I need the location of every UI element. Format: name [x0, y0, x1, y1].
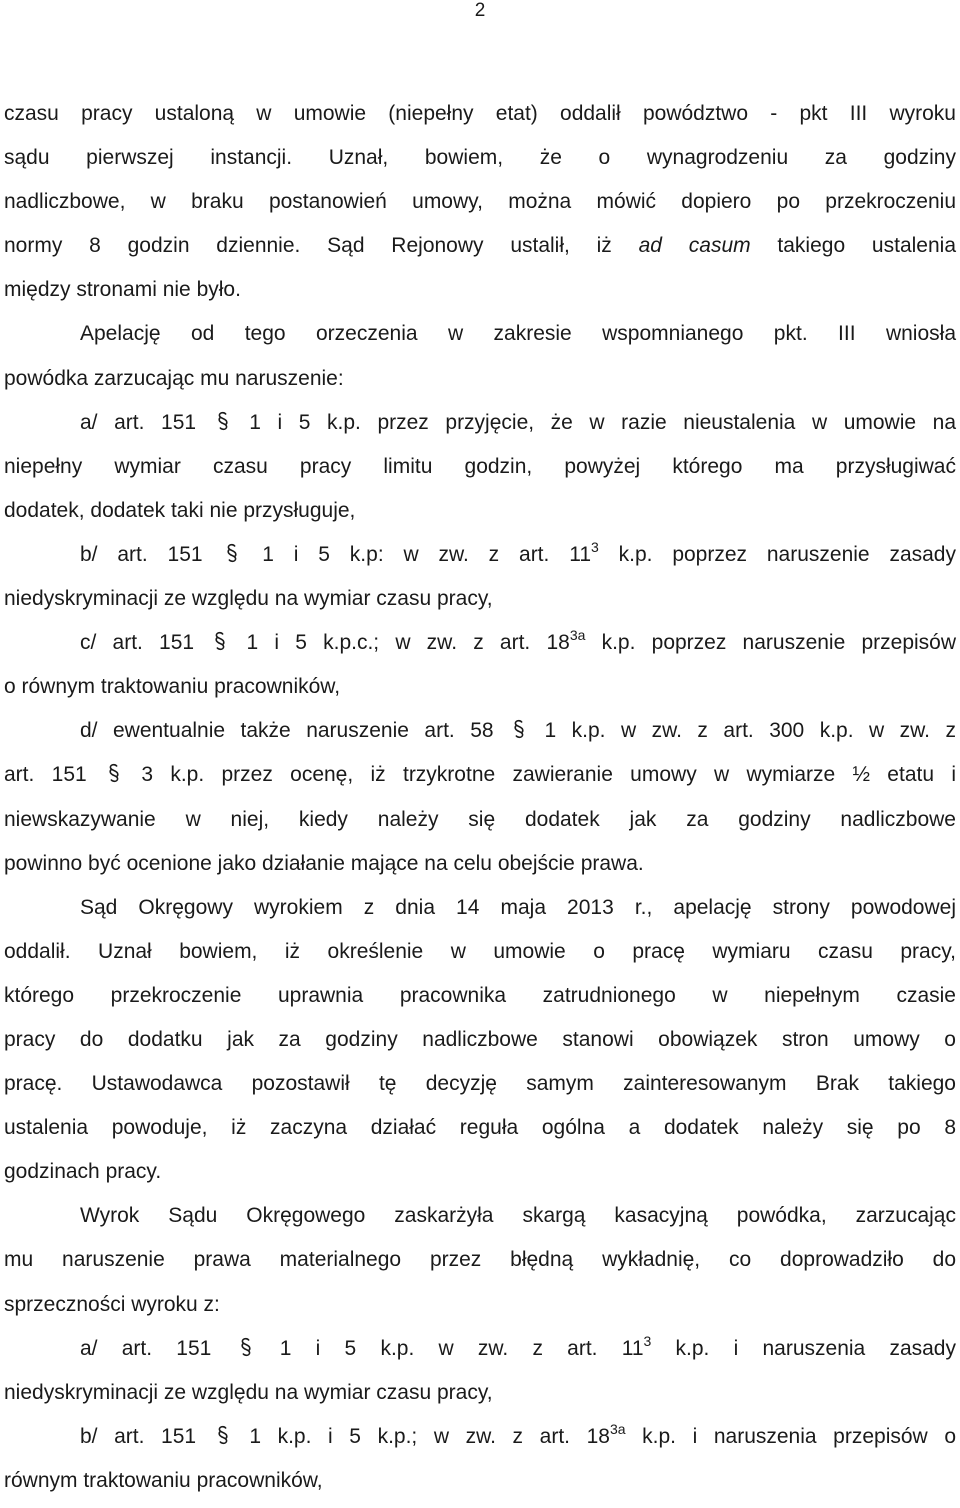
text-line: sądu pierwszej instancji. Uznał, bowiem, że o wynagrodzeniu za godziny — [4, 146, 956, 170]
text-line: o równym traktowaniu pracowników, — [4, 675, 341, 699]
text-line: sprzeczności wyroku z: — [4, 1292, 220, 1316]
text-line: równym traktowaniu pracowników, — [4, 1468, 323, 1492]
text-line: powódka zarzucając mu naruszenie: — [4, 366, 344, 390]
text-line: Wyrok Sądu Okręgowego zaskarżyła skargą kasacyjną powódka, zarzucając — [80, 1204, 956, 1228]
page-number: 2 — [474, 0, 486, 21]
section-sign-icon — [106, 761, 122, 781]
section-sign-icon — [238, 1335, 254, 1355]
list-item-b2: b/ art. 151 1 k.p. i 5 k.p.; w zw. z art. $18^{3a}$ k.p. i naruszenia przepisów o — [80, 1420, 956, 1448]
text-line: godzinach pracy. — [4, 1160, 162, 1184]
section-sign-icon — [212, 629, 228, 649]
text-line: Apelację od tego orzeczenia w zakresie wspomnianego pkt. III wniosła — [80, 322, 956, 346]
text-line: czasu pracy ustaloną w umowie (niepełny etat) oddalił powództwo - pkt III wyroku — [4, 102, 956, 125]
text-line: niedyskryminacji ze względu na wymiar czasu pracy, — [4, 587, 493, 611]
text-line: mu naruszenie prawa materialnego przez błędną wykładnię, co doprowadziło do — [4, 1248, 956, 1272]
latin-phrase: ad casum — [638, 234, 751, 258]
text-line: niedyskryminacji ze względu na wymiar czasu pracy, — [4, 1380, 493, 1404]
text-line: powinno być ocenione jako działanie mające na celu obejście prawa. — [4, 851, 644, 875]
section-sign-icon — [215, 409, 231, 429]
text-line: art. 151 3 k.p. przez ocenę, iż trzykrotne zawieranie umowy w wymiarze ½ etatu i — [4, 763, 956, 787]
text-line: niepełny wymiar czasu pracy limitu godzin, powyżej którego ma przysługiwać — [4, 454, 956, 478]
text-line: oddalił. Uznał bowiem, iż określenie w umowie o pracę wymiaru czasu pracy, — [4, 939, 956, 963]
text-line: niewskazywanie w niej, kiedy należy się dodatek jak za godziny nadliczbowe — [4, 807, 956, 831]
text-line: którego przekroczenie uprawnia pracownika zatrudnionego w niepełnym czasie — [4, 983, 956, 1007]
text-line: Sąd Okręgowy wyrokiem z dnia 14 maja 2013 r., apelację strony powodowej — [80, 895, 956, 919]
section-sign-icon — [511, 717, 527, 737]
document-body — [4, 92, 956, 1503]
list-item-a2: a/ art. 151 1 i 5 k.p. w zw. z art. $11^3$ k.p. i naruszenia zasady — [80, 1332, 956, 1360]
list-item-a: a/ art. 151 1 i 5 k.p. przez przyjęcie, że w razie nieustalenia w umowie na — [80, 410, 956, 434]
text-line: pracę. Ustawodawca pozostawił tę decyzję samym zainteresowanym Brak takiego — [4, 1072, 956, 1096]
text-line: pracy do dodatku jak za godziny nadliczbowe stanowi obowiązek stron umowy o — [4, 1027, 956, 1051]
section-sign-icon — [215, 1423, 231, 1443]
section-sign-icon — [224, 541, 240, 561]
list-item-b: b/ art. 151 1 i 5 k.p: w zw. z art. $11^3$ k.p. poprzez naruszenie zasady — [80, 538, 956, 566]
text-line: nadliczbowe, w braku postanowień umowy, można mówić dopiero po przekroczeniu — [4, 190, 956, 214]
list-item-c: c/ art. 151 1 i 5 k.p.c.; w zw. z art. $18^{3a}$ k.p. poprzez naruszenie przepisów — [80, 627, 957, 655]
text-line: między stronami nie było. — [4, 278, 241, 302]
text-line: normy 8 godzin dziennie. Sąd Rejonowy ustalił, iż ad casum takiego ustalenia — [4, 234, 956, 258]
text-line: ustalenia powoduje, iż zaczyna działać reguła ogólna a dodatek należy się po 8 — [4, 1116, 956, 1140]
list-item-d: d/ ewentualnie także naruszenie art. 58 1 k.p. w zw. z art. 300 k.p. w zw. z — [80, 719, 956, 743]
text-line: dodatek, dodatek taki nie przysługuje, — [4, 498, 356, 522]
